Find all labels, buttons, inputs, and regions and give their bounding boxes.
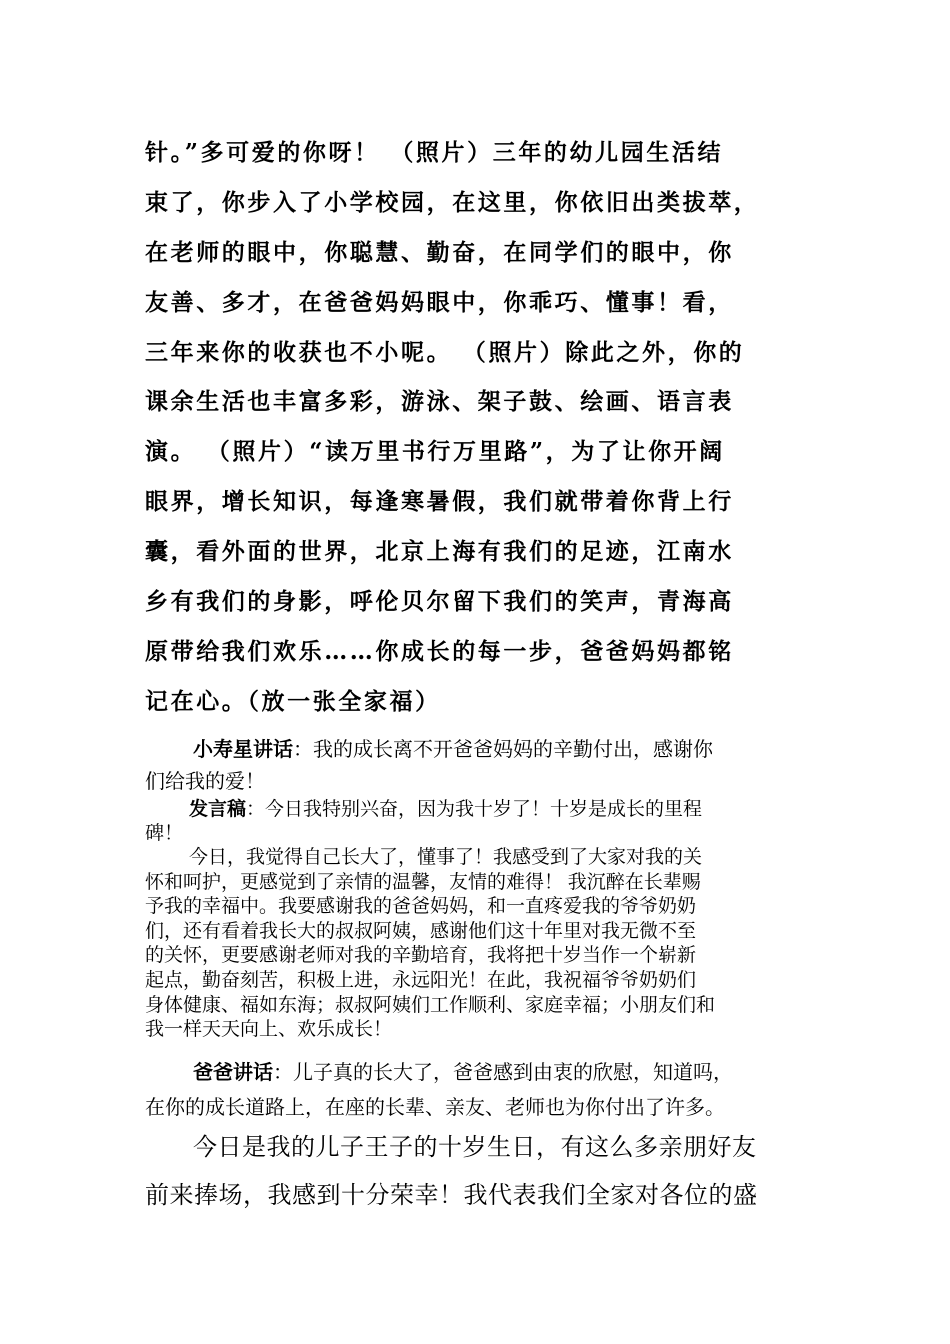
section-label: 爸爸讲话 xyxy=(193,1060,273,1084)
text-line: 怀和呵护，更感觉到了亲情的温馨，友情的难得！ 我沉醉在长辈赐 xyxy=(145,871,701,893)
text-line xyxy=(145,1055,835,1091)
text-line: 眼界，增长知识，每逢寒暑假，我们就带着你背上行 xyxy=(145,488,734,516)
text-line: 今日是我的儿子王子的十岁生日，有这么多亲朋好友 xyxy=(193,1135,757,1161)
text-line: 友善、多才，在爸爸妈妈眼中，你乖巧、懂事！看， xyxy=(145,288,734,316)
text-line: 前来捧场，我感到十分荣幸！我代表我们全家对各位的盛 xyxy=(145,1183,758,1209)
text-line: 针。”多可爱的你呀！ （照片）三年的幼儿园生活结 xyxy=(145,139,724,166)
text-line xyxy=(145,797,835,822)
text-line: 们给我的爱！ xyxy=(145,771,265,793)
text-line: 束了，你步入了小学校园，在这里，你依旧出类拔萃， xyxy=(145,188,760,216)
section-label: 发言稿 xyxy=(189,798,247,820)
text-line: 囊，看外面的世界，北京上海有我们的足迹，江南水 xyxy=(145,538,734,566)
text-line: 课余生活也丰富多彩，游泳、架子鼓、绘画、语言表 xyxy=(145,388,734,416)
text-line: 今日，我觉得自己长大了，懂事了！我感受到了大家对我的关 xyxy=(189,847,703,868)
section-text: ：今日我特别兴奋，因为我十岁了！十岁是成长的里程 xyxy=(246,799,703,820)
section-label: 小寿星讲话 xyxy=(193,737,293,761)
father-speech-section xyxy=(145,1055,835,1126)
text-line: 乡有我们的身影，呼伦贝尔留下我们的笑声，青海高 xyxy=(145,588,734,616)
text-line: 演。 （照片）“读万里书行万里路”，为了让你开阔 xyxy=(145,438,725,466)
section-text: ：儿子真的长大了，爸爸感到由衷的欣慰，知道吗， xyxy=(273,1062,733,1084)
text-line: 三年来你的收获也不小呢。 （照片）除此之外，你的 xyxy=(145,338,745,366)
text-line: 我一样天天向上、欢乐成长！ xyxy=(145,1019,393,1041)
text-line: 的关怀，更要感谢老师对我的辛勤培育，我将把十岁当作一个崭新 xyxy=(145,945,697,967)
text-line: 原带给我们欢乐……你成长的每一步，爸爸妈妈都铭 xyxy=(145,637,734,665)
birthday-child-speech-section xyxy=(145,733,835,798)
section-text: ：我的成长离不开爸爸妈妈的辛勤付出，感谢你 xyxy=(293,739,713,761)
speech-body-paragraph xyxy=(145,846,835,1043)
text-line: 予我的幸福中。我要感谢我的爸爸妈妈，和一直疼爱我的爷爷奶奶 xyxy=(145,896,697,918)
text-line: 身体健康、福如东海；叔叔阿姨们工作顺利、家庭幸福；小朋友们和 xyxy=(145,994,716,1016)
text-line: 记在心。（放一张全家福） xyxy=(145,687,441,715)
text-line xyxy=(145,733,835,766)
closing-paragraph xyxy=(145,1124,835,1220)
text-line: 起点，勤奋刻苦，积极上进，永远阳光！在此，我祝福爷爷奶奶们 xyxy=(145,969,697,991)
photo-narration-paragraph xyxy=(145,128,835,727)
text-line: 在你的成长道路上，在座的长辈、亲友、老师也为你付出了许多。 xyxy=(145,1097,725,1119)
text-line: 碑！ xyxy=(145,823,184,844)
text-line: 在老师的眼中，你聪慧、勤奋，在同学们的眼中，你 xyxy=(145,238,734,266)
text-line: 们，还有看着我长大的叔叔阿姨，感谢他们这十年里对我无微不至 xyxy=(145,920,697,942)
speech-draft-section xyxy=(145,797,835,846)
